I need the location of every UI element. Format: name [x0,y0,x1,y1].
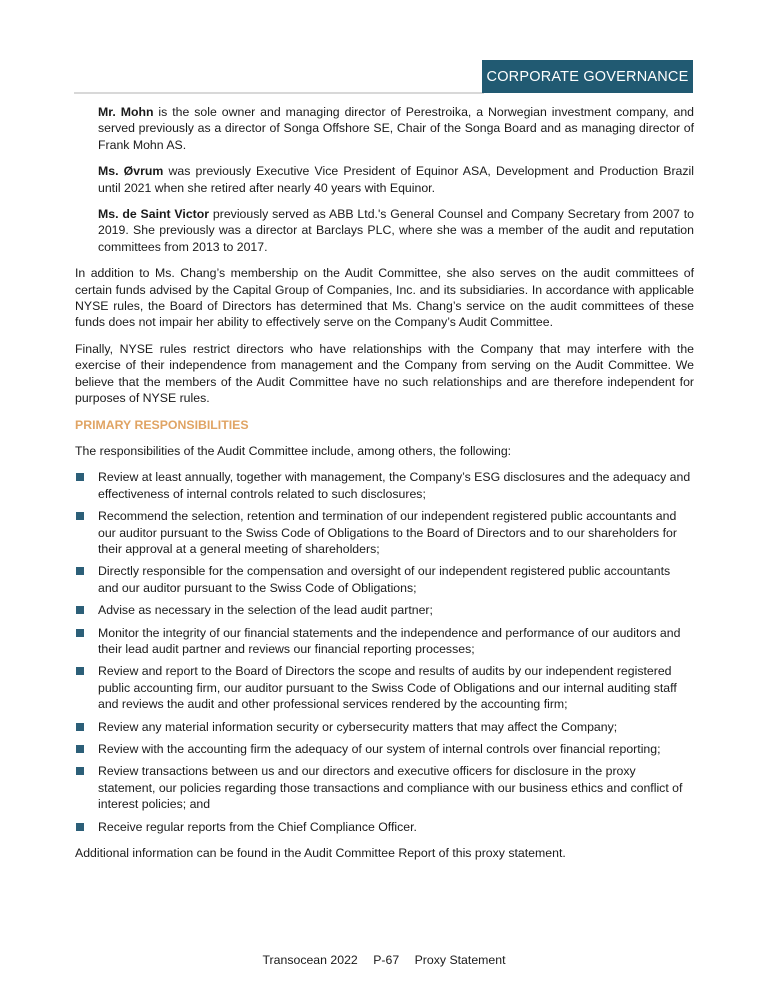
bio-text: is the sole owner and managing director of Perestroika, a Norwegian investment company, and served previously as a director of Songa Offshore SE, Chair of the Songa Board and as managing director of Frank Mohn AS. [98,105,694,152]
list-item: Review any material information security or cybersecurity matters that may affect the Company; [75,719,694,735]
bio-name: Mr. Mohn [98,105,154,119]
list-item: Monitor the integrity of our financial statements and the independence and performance of our auditors and their lead audit partner and reviews our financial reporting processes; [75,625,694,658]
list-item: Recommend the selection, retention and termination of our independent registered public accountants and our auditor pursuant to the Swiss Code of Obligations to the Board of Directors and to our shareholders for their approval at a general meeting of shareholders; [75,508,694,557]
list-item: Directly responsible for the compensation and oversight of our independent registered public accountants and our auditor pursuant to the Swiss Code of Obligations; [75,563,694,596]
bio-name: Ms. de Saint Victor [98,207,210,222]
bio-text: was previously Executive Vice President of Equinor ASA, Development and Production Brazil until 2021 when she retired after nearly 40 years with Equinor. [98,164,694,195]
paragraph-chang: In addition to Ms. Chang’s membership on the Audit Committee, she also serves on the audit committees of certain funds advised by the Capital Group of Companies, Inc. and its subsidiaries. In accordance with applicable NYSE rules, the Board of Directors has determined that Ms. Chang’s service on the audit committees of these funds does not impair her ability to effectively serve on the Company’s Audit Committee. [75,266,694,330]
closing-paragraph: Additional information can be found in the Audit Committee Report of this proxy statement. [75,846,566,861]
square-bullet-icon [76,567,84,575]
list-item: Advise as necessary in the selection of the lead audit partner; [75,602,694,618]
square-bullet-icon [76,745,84,753]
square-bullet-icon [76,606,84,614]
footer-company: Transocean 2022 [262,953,358,967]
square-bullet-icon [76,767,84,775]
responsibilities-list [75,469,694,835]
list-item: Review transactions between us and our directors and executive officers for disclosure in the proxy statement, our policies regarding those transactions and compliance with our business ethics and conflict of interest policies; and [75,763,694,812]
header-divider [74,92,484,94]
bio-de-saint-victor [75,206,694,255]
square-bullet-icon [76,473,84,481]
footer-page-number: P-67 [373,953,400,967]
square-bullet-icon [76,723,84,731]
square-bullet-icon [76,823,84,831]
page-footer [0,953,768,967]
footer-document: Proxy Statement [414,953,506,967]
bio-name: Ms. Øvrum [98,164,164,179]
bio-text: previously served as ABB Ltd.'s General Counsel and Company Secretary from 2007 to 2019. She previously was a director at Barclays PLC, where she was a member of the audit and reputation committees from 2013 to 2017. [98,207,694,254]
square-bullet-icon [76,629,84,637]
responsibilities-intro: The responsibilities of the Audit Committee include, among others, the following: [75,443,512,458]
list-item: Review and report to the Board of Directors the scope and results of audits by our independent registered public accounting firm, our auditor pursuant to the Swiss Code of Obligations and our internal auditing staff and reviews the audit and other professional services rendered by the accounting firm; [75,663,694,712]
section-header-badge: CORPORATE GOVERNANCE [482,60,693,93]
list-item: Review with the accounting firm the adequacy of our system of internal controls over financial reporting; [75,741,694,757]
square-bullet-icon [76,667,84,675]
list-item: Receive regular reports from the Chief Compliance Officer. [75,819,694,835]
page-content [75,104,694,871]
bio-mohn [75,104,694,153]
bio-ovrum [75,163,694,196]
section-title-primary-responsibilities: PRIMARY RESPONSIBILITIES [75,417,249,432]
square-bullet-icon [76,512,84,520]
paragraph-nyse: Finally, NYSE rules restrict directors who have relationships with the Company that may interfere with the exercise of their independence from management and the Company from serving on the Audit Committee. We believe that the members of the Audit Committee have no such relationships and are therefore independent for purposes of NYSE rules. [75,341,694,406]
list-item: Review at least annually, together with management, the Company’s ESG disclosures and the adequacy and effectiveness of internal controls related to such disclosures; [75,469,694,502]
